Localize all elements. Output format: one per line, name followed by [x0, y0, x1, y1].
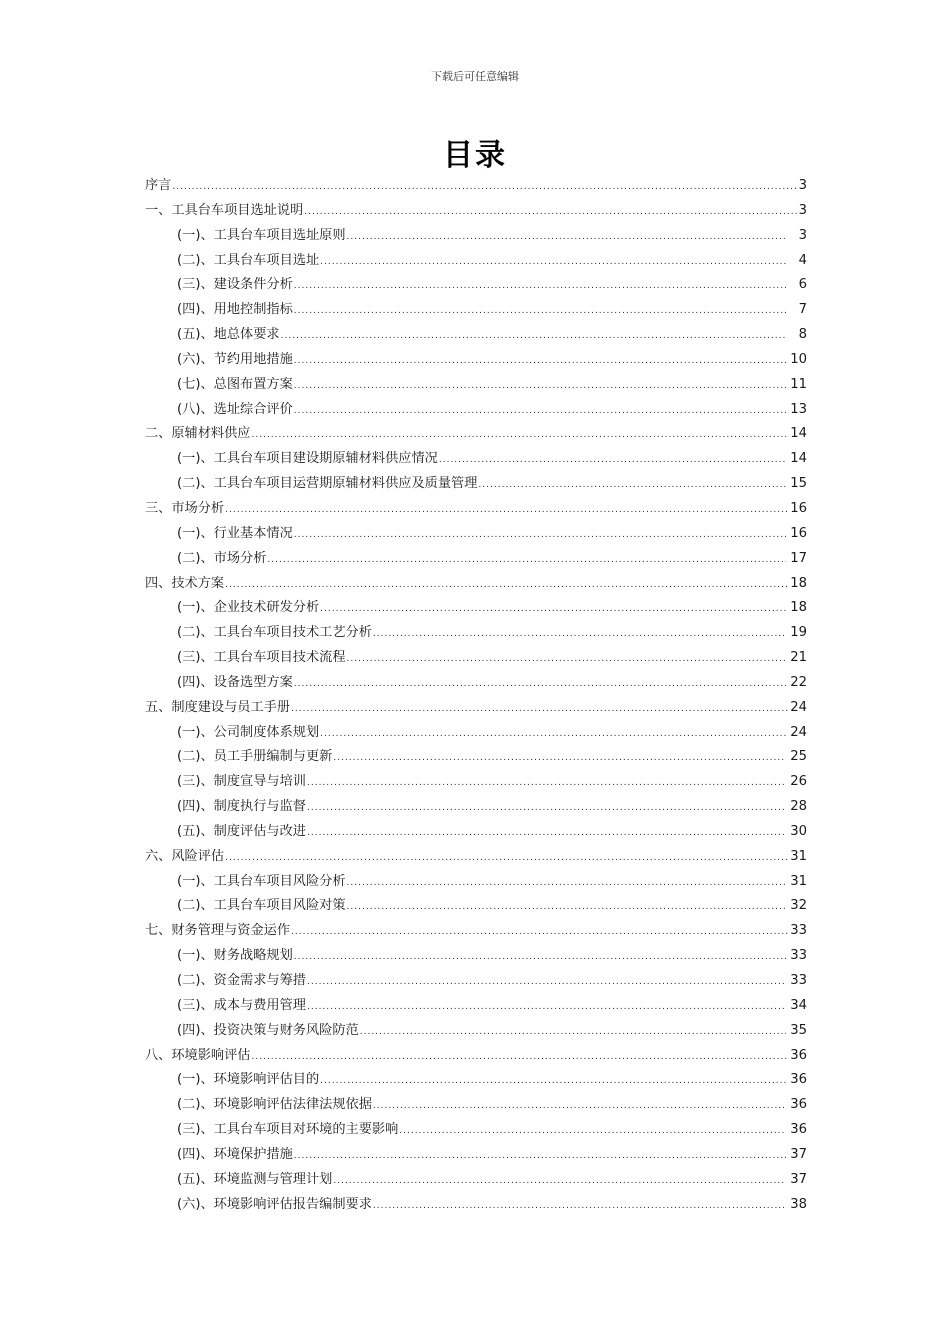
toc-entry-page: 36 — [790, 1097, 807, 1113]
toc-entry-label: (二)、工具台车项目技术工艺分析 — [177, 625, 372, 641]
toc-entry-label: (二)、工具台车项目风险对策 — [177, 898, 346, 914]
toc-entry-page: 21 — [790, 650, 807, 666]
toc-entry[interactable] — [145, 1093, 807, 1118]
toc-entry-label: (八)、选址综合评价 — [177, 401, 293, 417]
toc-entry-page: 4 — [798, 252, 807, 268]
toc-entry-label: (七)、总图布置方案 — [177, 376, 293, 392]
table-of-contents — [145, 174, 807, 1217]
toc-entry-label: (三)、工具台车项目技术流程 — [177, 650, 346, 666]
toc-entry-page: 33 — [790, 973, 807, 988]
toc-leader-dots — [252, 1045, 790, 1070]
toc-entry-page: 18 — [790, 600, 807, 616]
toc-leader-dots — [225, 498, 789, 523]
page-title: 目录 — [443, 138, 507, 173]
toc-leader-dots — [172, 175, 797, 200]
toc-leader-dots — [294, 672, 786, 697]
toc-entry-page: 31 — [790, 873, 807, 889]
toc-entry[interactable] — [145, 721, 807, 746]
toc-entry[interactable] — [145, 273, 807, 298]
toc-entry-label: (一)、环境影响评估目的 — [177, 1072, 320, 1088]
toc-entry[interactable] — [145, 323, 807, 348]
toc-leader-dots — [281, 324, 786, 349]
toc-entry-label: (四)、设备选型方案 — [177, 674, 293, 690]
toc-entry-page: 17 — [790, 550, 807, 566]
toc-leader-dots — [267, 548, 786, 573]
toc-entry[interactable] — [145, 547, 807, 572]
toc-entry[interactable] — [145, 1193, 807, 1218]
toc-leader-dots — [333, 1169, 786, 1194]
toc-entry-page: 18 — [790, 575, 807, 591]
toc-leader-dots — [307, 995, 786, 1020]
toc-entry-page: 3 — [798, 202, 807, 218]
toc-entry-label: (六)、节约用地措施 — [177, 351, 293, 367]
toc-entry-page: 38 — [790, 1196, 807, 1212]
toc-entry[interactable] — [145, 795, 807, 820]
toc-leader-dots — [320, 722, 786, 747]
toc-entry[interactable] — [145, 174, 807, 199]
toc-leader-dots — [373, 622, 786, 647]
toc-leader-dots — [360, 1020, 786, 1045]
toc-entry-page: 7 — [798, 302, 807, 318]
toc-entry-label: (一)、工具台车项目选址原则 — [177, 227, 346, 243]
toc-leader-dots — [291, 920, 789, 945]
toc-entry-page: 13 — [790, 401, 807, 417]
toc-entry[interactable] — [145, 298, 807, 323]
toc-entry-label: (三)、建设条件分析 — [177, 277, 293, 293]
toc-entry-label: (三)、成本与费用管理 — [177, 997, 306, 1013]
toc-leader-dots — [294, 945, 786, 970]
toc-entry-label: (一)、行业基本情况 — [177, 525, 293, 541]
toc-entry-page: 28 — [790, 799, 807, 815]
toc-entry-page: 36 — [790, 1047, 807, 1063]
toc-entry-label: (四)、投资决策与财务风险防范 — [177, 1022, 359, 1038]
toc-entry[interactable] — [145, 572, 807, 597]
toc-entry-page: 3 — [798, 178, 807, 193]
toc-entry-label: (二)、资金需求与筹措 — [177, 973, 306, 988]
header-note: 下载后可任意编辑 — [431, 70, 519, 83]
toc-entry-page: 26 — [790, 774, 807, 790]
toc-leader-dots — [333, 746, 786, 771]
toc-leader-dots — [307, 970, 786, 995]
toc-leader-dots — [439, 448, 786, 473]
toc-entry[interactable] — [145, 969, 807, 994]
toc-entry-page: 16 — [790, 525, 807, 541]
toc-entry-label: 一、工具台车项目选址说明 — [145, 202, 304, 218]
toc-entry-page: 22 — [790, 674, 807, 690]
toc-leader-dots — [225, 573, 789, 598]
toc-entry[interactable] — [145, 522, 807, 547]
toc-entry-page: 37 — [790, 1146, 807, 1162]
toc-entry-page: 14 — [790, 451, 807, 467]
toc-entry-page: 15 — [790, 476, 807, 492]
toc-leader-dots — [294, 374, 786, 399]
toc-entry[interactable] — [145, 1044, 807, 1069]
toc-leader-dots — [294, 299, 786, 324]
toc-entry[interactable] — [145, 472, 807, 497]
toc-entry-page: 36 — [790, 1072, 807, 1088]
toc-entry[interactable] — [145, 398, 807, 423]
toc-entry-label: (五)、环境监测与管理计划 — [177, 1171, 333, 1187]
toc-entry-label: 四、技术方案 — [145, 575, 225, 591]
toc-entry-label: (四)、环境保护措施 — [177, 1146, 293, 1162]
toc-entry[interactable] — [145, 894, 807, 919]
toc-entry-label: (二)、市场分析 — [177, 550, 267, 566]
toc-entry-page: 31 — [790, 848, 807, 864]
toc-entry-page: 36 — [790, 1122, 807, 1138]
toc-leader-dots — [347, 647, 786, 672]
toc-entry[interactable] — [145, 944, 807, 969]
toc-entry[interactable] — [145, 596, 807, 621]
toc-entry[interactable] — [145, 994, 807, 1019]
toc-leader-dots — [320, 250, 786, 275]
toc-leader-dots — [307, 821, 786, 846]
toc-entry-label: (四)、制度执行与监督 — [177, 799, 306, 815]
toc-entry[interactable] — [145, 422, 807, 447]
toc-entry[interactable] — [145, 249, 807, 274]
toc-entry[interactable] — [145, 199, 807, 224]
toc-leader-dots — [320, 1069, 786, 1094]
toc-entry-label: (六)、环境影响评估报告编制要求 — [177, 1196, 372, 1212]
toc-entry-label: (一)、工具台车项目建设期原辅材料供应情况 — [177, 451, 438, 467]
toc-entry[interactable] — [145, 1168, 807, 1193]
toc-entry-page: 33 — [790, 948, 807, 964]
toc-entry[interactable] — [145, 745, 807, 770]
toc-entry-page: 30 — [790, 823, 807, 839]
toc-leader-dots — [294, 274, 786, 299]
toc-leader-dots — [347, 871, 786, 896]
toc-entry-label: (一)、公司制度体系规划 — [177, 724, 320, 740]
toc-entry-label: 八、环境影响评估 — [145, 1047, 251, 1063]
toc-entry-label: (五)、地总体要求 — [177, 327, 280, 343]
toc-leader-dots — [478, 473, 786, 498]
toc-leader-dots — [225, 846, 789, 871]
toc-entry[interactable] — [145, 1118, 807, 1143]
toc-leader-dots — [307, 796, 786, 821]
toc-entry-label: (一)、工具台车项目风险分析 — [177, 873, 346, 889]
toc-entry[interactable] — [145, 1143, 807, 1168]
toc-leader-dots — [399, 1119, 786, 1144]
toc-leader-dots — [304, 200, 797, 225]
toc-leader-dots — [294, 349, 786, 374]
toc-entry-page: 3 — [798, 227, 807, 243]
toc-entry[interactable] — [145, 447, 807, 472]
toc-entry-label: 序言 — [145, 178, 172, 193]
toc-leader-dots — [294, 1144, 786, 1169]
toc-entry[interactable] — [145, 696, 807, 721]
toc-entry-label: (三)、制度宣导与培训 — [177, 774, 306, 790]
toc-leader-dots — [373, 1194, 786, 1219]
toc-entry-page: 19 — [790, 625, 807, 641]
toc-entry-label: (一)、财务战略规划 — [177, 948, 293, 964]
toc-leader-dots — [294, 523, 786, 548]
toc-leader-dots — [252, 423, 790, 448]
toc-entry-label: 七、财务管理与资金运作 — [145, 923, 291, 939]
toc-entry-page: 6 — [798, 277, 807, 293]
toc-leader-dots — [373, 1094, 786, 1119]
toc-entry-label: 二、原辅材料供应 — [145, 426, 251, 442]
toc-entry-page: 25 — [790, 749, 807, 765]
toc-entry[interactable] — [145, 497, 807, 522]
toc-entry-label: 六、风险评估 — [145, 848, 225, 864]
toc-entry-label: 五、制度建设与员工手册 — [145, 699, 291, 715]
toc-entry-label: (二)、员工手册编制与更新 — [177, 749, 333, 765]
toc-leader-dots — [347, 225, 786, 250]
toc-entry-page: 14 — [790, 426, 807, 442]
toc-entry[interactable] — [145, 870, 807, 895]
toc-leader-dots — [307, 771, 786, 796]
toc-leader-dots — [291, 697, 789, 722]
toc-entry[interactable] — [145, 1019, 807, 1044]
toc-entry-page: 24 — [790, 724, 807, 740]
toc-entry[interactable] — [145, 770, 807, 795]
toc-entry[interactable] — [145, 373, 807, 398]
toc-entry-label: (二)、工具台车项目运营期原辅材料供应及质量管理 — [177, 476, 478, 492]
toc-entry-page: 24 — [790, 699, 807, 715]
toc-leader-dots — [347, 895, 786, 920]
toc-entry-page: 11 — [790, 376, 807, 392]
toc-entry-page: 16 — [790, 500, 807, 516]
toc-entry-label: (二)、环境影响评估法律法规依据 — [177, 1097, 372, 1113]
toc-entry[interactable] — [145, 348, 807, 373]
toc-entry[interactable] — [145, 224, 807, 249]
toc-entry-page: 35 — [790, 1022, 807, 1038]
toc-leader-dots — [320, 597, 786, 622]
toc-entry-label: (三)、工具台车项目对环境的主要影响 — [177, 1122, 399, 1138]
toc-entry[interactable] — [145, 845, 807, 870]
toc-entry-page: 33 — [790, 923, 807, 939]
toc-entry[interactable] — [145, 1068, 807, 1093]
toc-entry-page: 10 — [790, 351, 807, 367]
toc-entry[interactable] — [145, 621, 807, 646]
toc-entry-label: (二)、工具台车项目选址 — [177, 252, 320, 268]
toc-entry-label: (四)、用地控制指标 — [177, 302, 293, 318]
toc-entry-page: 37 — [790, 1171, 807, 1187]
toc-leader-dots — [294, 399, 786, 424]
toc-entry[interactable] — [145, 671, 807, 696]
toc-entry-page: 8 — [798, 327, 807, 343]
toc-entry-label: (一)、企业技术研发分析 — [177, 600, 320, 616]
toc-entry-page: 34 — [790, 997, 807, 1013]
toc-entry[interactable] — [145, 646, 807, 671]
toc-entry-page: 32 — [790, 898, 807, 914]
toc-entry[interactable] — [145, 919, 807, 944]
toc-entry[interactable] — [145, 820, 807, 845]
toc-entry-label: (五)、制度评估与改进 — [177, 823, 306, 839]
toc-entry-label: 三、市场分析 — [145, 500, 225, 516]
